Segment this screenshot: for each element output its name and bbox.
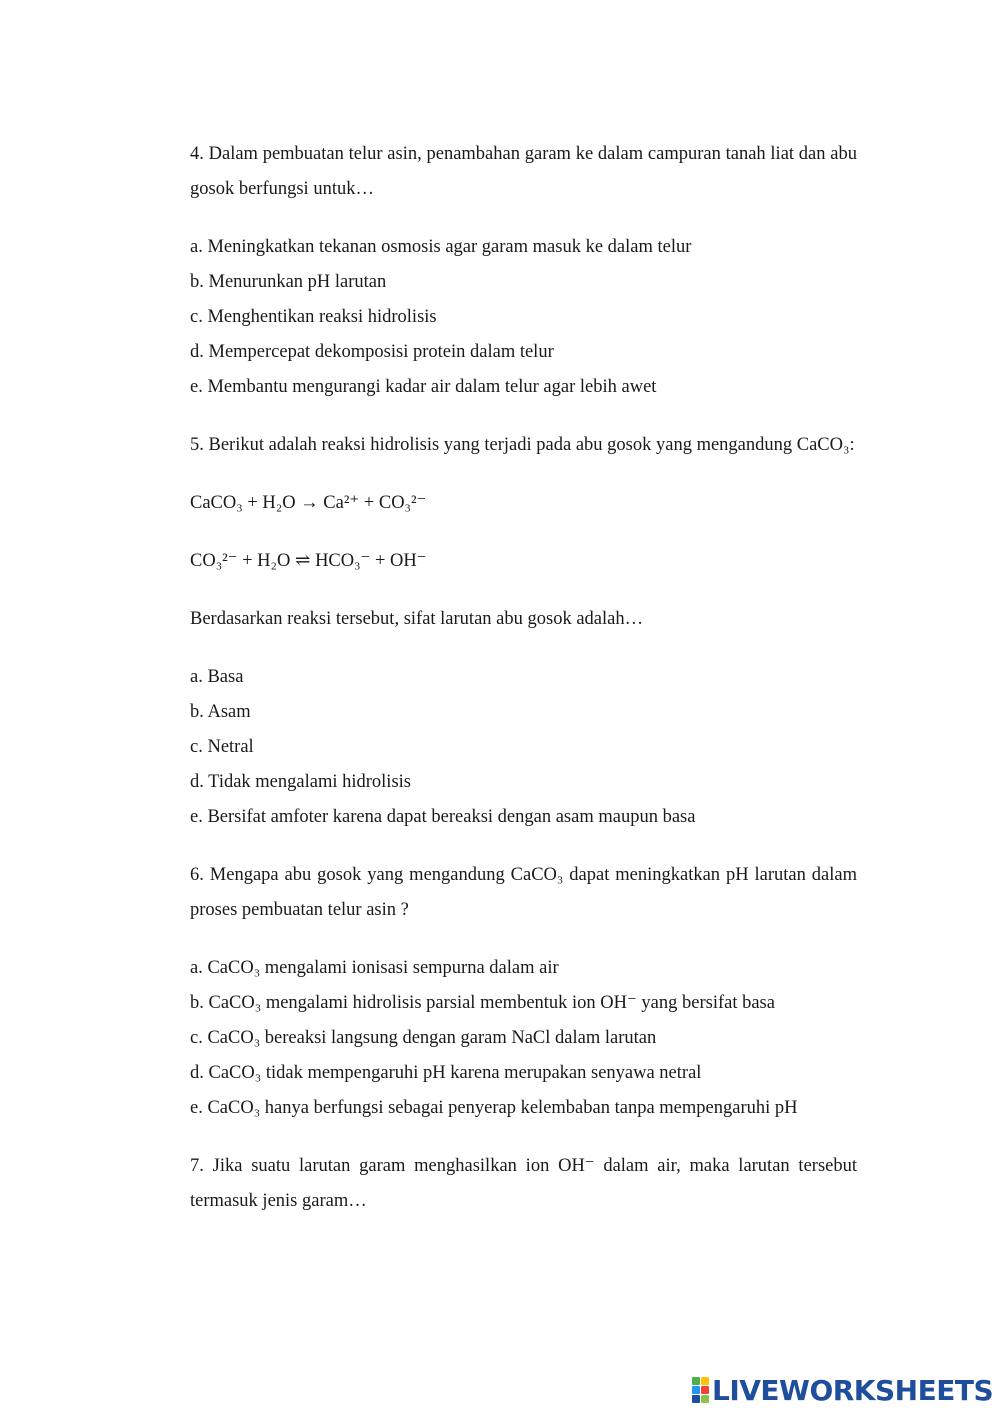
question-5-option-d: d. Tidak mengalami hidrolisis	[190, 772, 411, 792]
logo-square	[692, 1377, 700, 1385]
question-6-text: 6. Mengapa abu gosok yang mengandung CaCO₃ dapat meningkatkan pH larutan dalam proses pembuatan telur asin ?	[190, 865, 857, 920]
question-4-option-d: d. Mempercepat dekomposisi protein dalam telur	[190, 342, 554, 362]
logo-square	[701, 1386, 709, 1394]
question-5-equation-2: CO₃²⁻ + H₂O ⇌ HCO₃⁻ + OH⁻	[190, 551, 427, 571]
question-4-option-c: c. Menghentikan reaksi hidrolisis	[190, 307, 437, 327]
question-6-option-a: a. CaCO₃ mengalami ionisasi sempurna dalam air	[190, 958, 559, 978]
question-5-option-b: b. Asam	[190, 702, 251, 722]
question-4-option-e: e. Membantu mengurangi kadar air dalam telur agar lebih awet	[190, 377, 657, 397]
question-5-equation-1: CaCO₃ + H₂O → Ca²⁺ + CO₃²⁻	[190, 493, 427, 513]
question-7-text: 7. Jika suatu larutan garam menghasilkan ion OH⁻ dalam air, maka larutan tersebut termasuk jenis garam…	[190, 1156, 857, 1211]
logo-square	[701, 1377, 709, 1385]
question-4-option-b: b. Menurunkan pH larutan	[190, 272, 387, 292]
liveworksheets-logo-icon	[692, 1377, 709, 1403]
question-5-prompt: Berdasarkan reaksi tersebut, sifat larutan abu gosok adalah…	[190, 609, 644, 629]
logo-square	[692, 1386, 700, 1394]
worksheet-content	[190, 137, 857, 1219]
question-6-option-b: b. CaCO₃ mengalami hidrolisis parsial membentuk ion OH⁻ yang bersifat basa	[190, 993, 775, 1013]
question-6-option-e: e. CaCO₃ hanya berfungsi sebagai penyerap kelembaban tanpa mempengaruhi pH	[190, 1098, 798, 1118]
question-5-option-c: c. Netral	[190, 737, 254, 757]
logo-square	[692, 1395, 700, 1403]
question-6-option-c: c. CaCO₃ bereaksi langsung dengan garam NaCl dalam larutan	[190, 1028, 657, 1048]
liveworksheets-logo-text: LIVEWORKSHEETS	[712, 1373, 994, 1407]
question-5-option-a: a. Basa	[190, 667, 244, 687]
liveworksheets-logo	[692, 1372, 993, 1408]
question-4-option-a: a. Meningkatkan tekanan osmosis agar garam masuk ke dalam telur	[190, 237, 692, 257]
question-6-option-d: d. CaCO₃ tidak mempengaruhi pH karena merupakan senyawa netral	[190, 1063, 702, 1083]
question-4-text: 4. Dalam pembuatan telur asin, penambahan garam ke dalam campuran tanah liat dan abu gosok berfungsi untuk…	[190, 144, 857, 199]
logo-square	[701, 1395, 709, 1403]
question-5-text: 5. Berikut adalah reaksi hidrolisis yang terjadi pada abu gosok yang mengandung CaCO₃:	[190, 435, 855, 455]
question-5-option-e: e. Bersifat amfoter karena dapat bereaksi dengan asam maupun basa	[190, 807, 696, 827]
